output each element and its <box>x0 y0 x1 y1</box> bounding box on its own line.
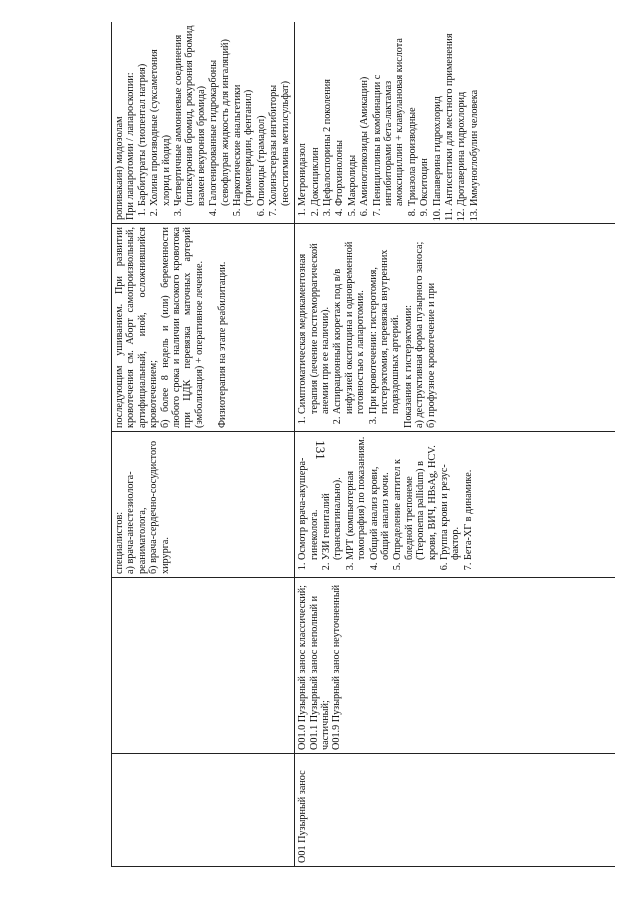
clinical-table-sheet <box>111 22 615 867</box>
list-item: 7. Бета-ХГ в динамике. <box>463 435 474 560</box>
clinical-protocol-table <box>111 22 615 867</box>
list-item: 3. Цефалоспорины 2 поколения <box>322 25 333 206</box>
list-item: 2. УЗИ гениталий (трансвагинально). <box>321 435 344 560</box>
hysterectomy-indications: Показания к гистерэктомии: а) деструктивная форма пузырного заноса; б) профузное кровотечение и при <box>402 241 437 428</box>
medication-list <box>137 25 291 220</box>
list-item: 5. Определение антител к бледной трепонеме (Treponema pallidum) в крови, ВИЧ, HBsAg, HCV. <box>392 435 438 560</box>
diagnosis-cell-empty <box>112 754 295 867</box>
list-item: 6. Опиоиды (трамадол) <box>256 25 267 206</box>
examination-text: специалистов: а) врача-анестезиолога-реаниматолога, б) врача-сердечно-сосудистого хирурга. <box>114 440 171 574</box>
list-item: 2. Доксициклин <box>310 25 321 206</box>
list-item: 6. Группа крови и резус-фактор. <box>439 435 462 560</box>
list-item: 12. Дротаверина гидрохлорид <box>456 25 467 206</box>
list-item: 9. Окситоцин <box>419 25 430 206</box>
icd-code-text: O01.0 Пузырный занос классический; O01.1 Пузырный занос неполный и частичный; O01.9 Пузырный занос неуточненный <box>297 584 343 750</box>
list-item: 4. Фторхинолоны <box>334 25 345 206</box>
list-item: 4. Галогенированные гидрокарбоны (севофлуран жидкость для ингаляций) <box>208 25 231 206</box>
treatment-cell <box>295 224 615 432</box>
list-item: 5. Наркотические анальгетики (тримеперидин, фентанил) <box>232 25 255 206</box>
page-number: 131 <box>313 440 328 460</box>
list-item: 4. Общий анализ крови, общий анализ мочи. <box>369 435 392 560</box>
list-item: 2. Аспирационный кюретаж под в/в инфузией окситоцина и одновременной готовностью к лапаротомии. <box>332 227 366 414</box>
list-item: 8. Триазола производные <box>407 25 418 206</box>
list-item: 2. Холина производные (суксаметония хлорид и йодид) <box>149 25 172 206</box>
icd-code-cell <box>295 578 615 754</box>
diagnosis-text: O01 Пузырный занос <box>297 770 309 863</box>
table-row <box>112 22 295 867</box>
list-item: 7. Пенициллины в комбинации с ингибиторами бета-лактамаз амоксициллин + клавулановая кислота <box>372 25 406 206</box>
list-item: 6. Аминогликозиды (Амикацин) <box>359 25 370 206</box>
list-item: 11. Антисептики для местного применения <box>444 25 455 206</box>
diagnosis-cell <box>295 754 615 867</box>
table-row <box>295 22 615 867</box>
list-item: 3. Четвертичные аммониевые соединения (пипекурония бромид, рокурония бромид взамен векурония бромида) <box>173 25 207 206</box>
list-item: 1. Симптоматическая медикаментозная терапия (лечение постгеморрагической анемии при ее наличии). <box>297 227 331 414</box>
list-item: 1. Барбитураты (тиопентал натрия) <box>137 25 148 206</box>
list-item: 1. Метронидазол <box>297 25 308 206</box>
medication-cell <box>295 22 615 224</box>
list-item: 3. При кровотечении: гистеротомия, гистерэктомия, перевязка внутренних подвздошных артерий. <box>368 227 402 414</box>
list-item: 1. Осмотр врача-акушера-гинеколога. <box>297 435 320 560</box>
medication-cell <box>112 22 295 224</box>
list-item: 3. МРТ (компьютерная томография) по показаниям. <box>345 435 368 560</box>
examination-cell <box>295 432 615 578</box>
list-item: 7. Холинэстеразы ингибиторы (неостигмина метилсульфат) <box>268 25 291 206</box>
list-item: 10. Папаверина гидрохлорид <box>432 25 443 206</box>
icd-code-cell-empty <box>112 578 295 754</box>
examination-cell <box>112 432 295 578</box>
medication-intro: ропивакаин) мидозолам При лапаротомии / лапароскопии: <box>114 72 137 220</box>
rotated-page-area <box>111 22 615 867</box>
treatment-list <box>297 227 402 428</box>
medication-list <box>297 25 480 220</box>
list-item: 5. Макролиды <box>347 25 358 206</box>
examination-list <box>297 435 474 574</box>
treatment-cell <box>112 224 295 432</box>
treatment-text: последующим ушиванием. При развитии кровотечения см. Аборт самопроизвольный, артифициальный, иной, осложнившийся кровотечением; б) более 8 недель и (или) беременности любого срока и наличии высокого кровотока при ЦДК перевязка маточных артерий (эмболизация) + оперативное лечение. Физиотерапия на этапе реабилитации. <box>114 227 228 428</box>
list-item: 13. Иммуноглобулин человека <box>469 25 480 206</box>
